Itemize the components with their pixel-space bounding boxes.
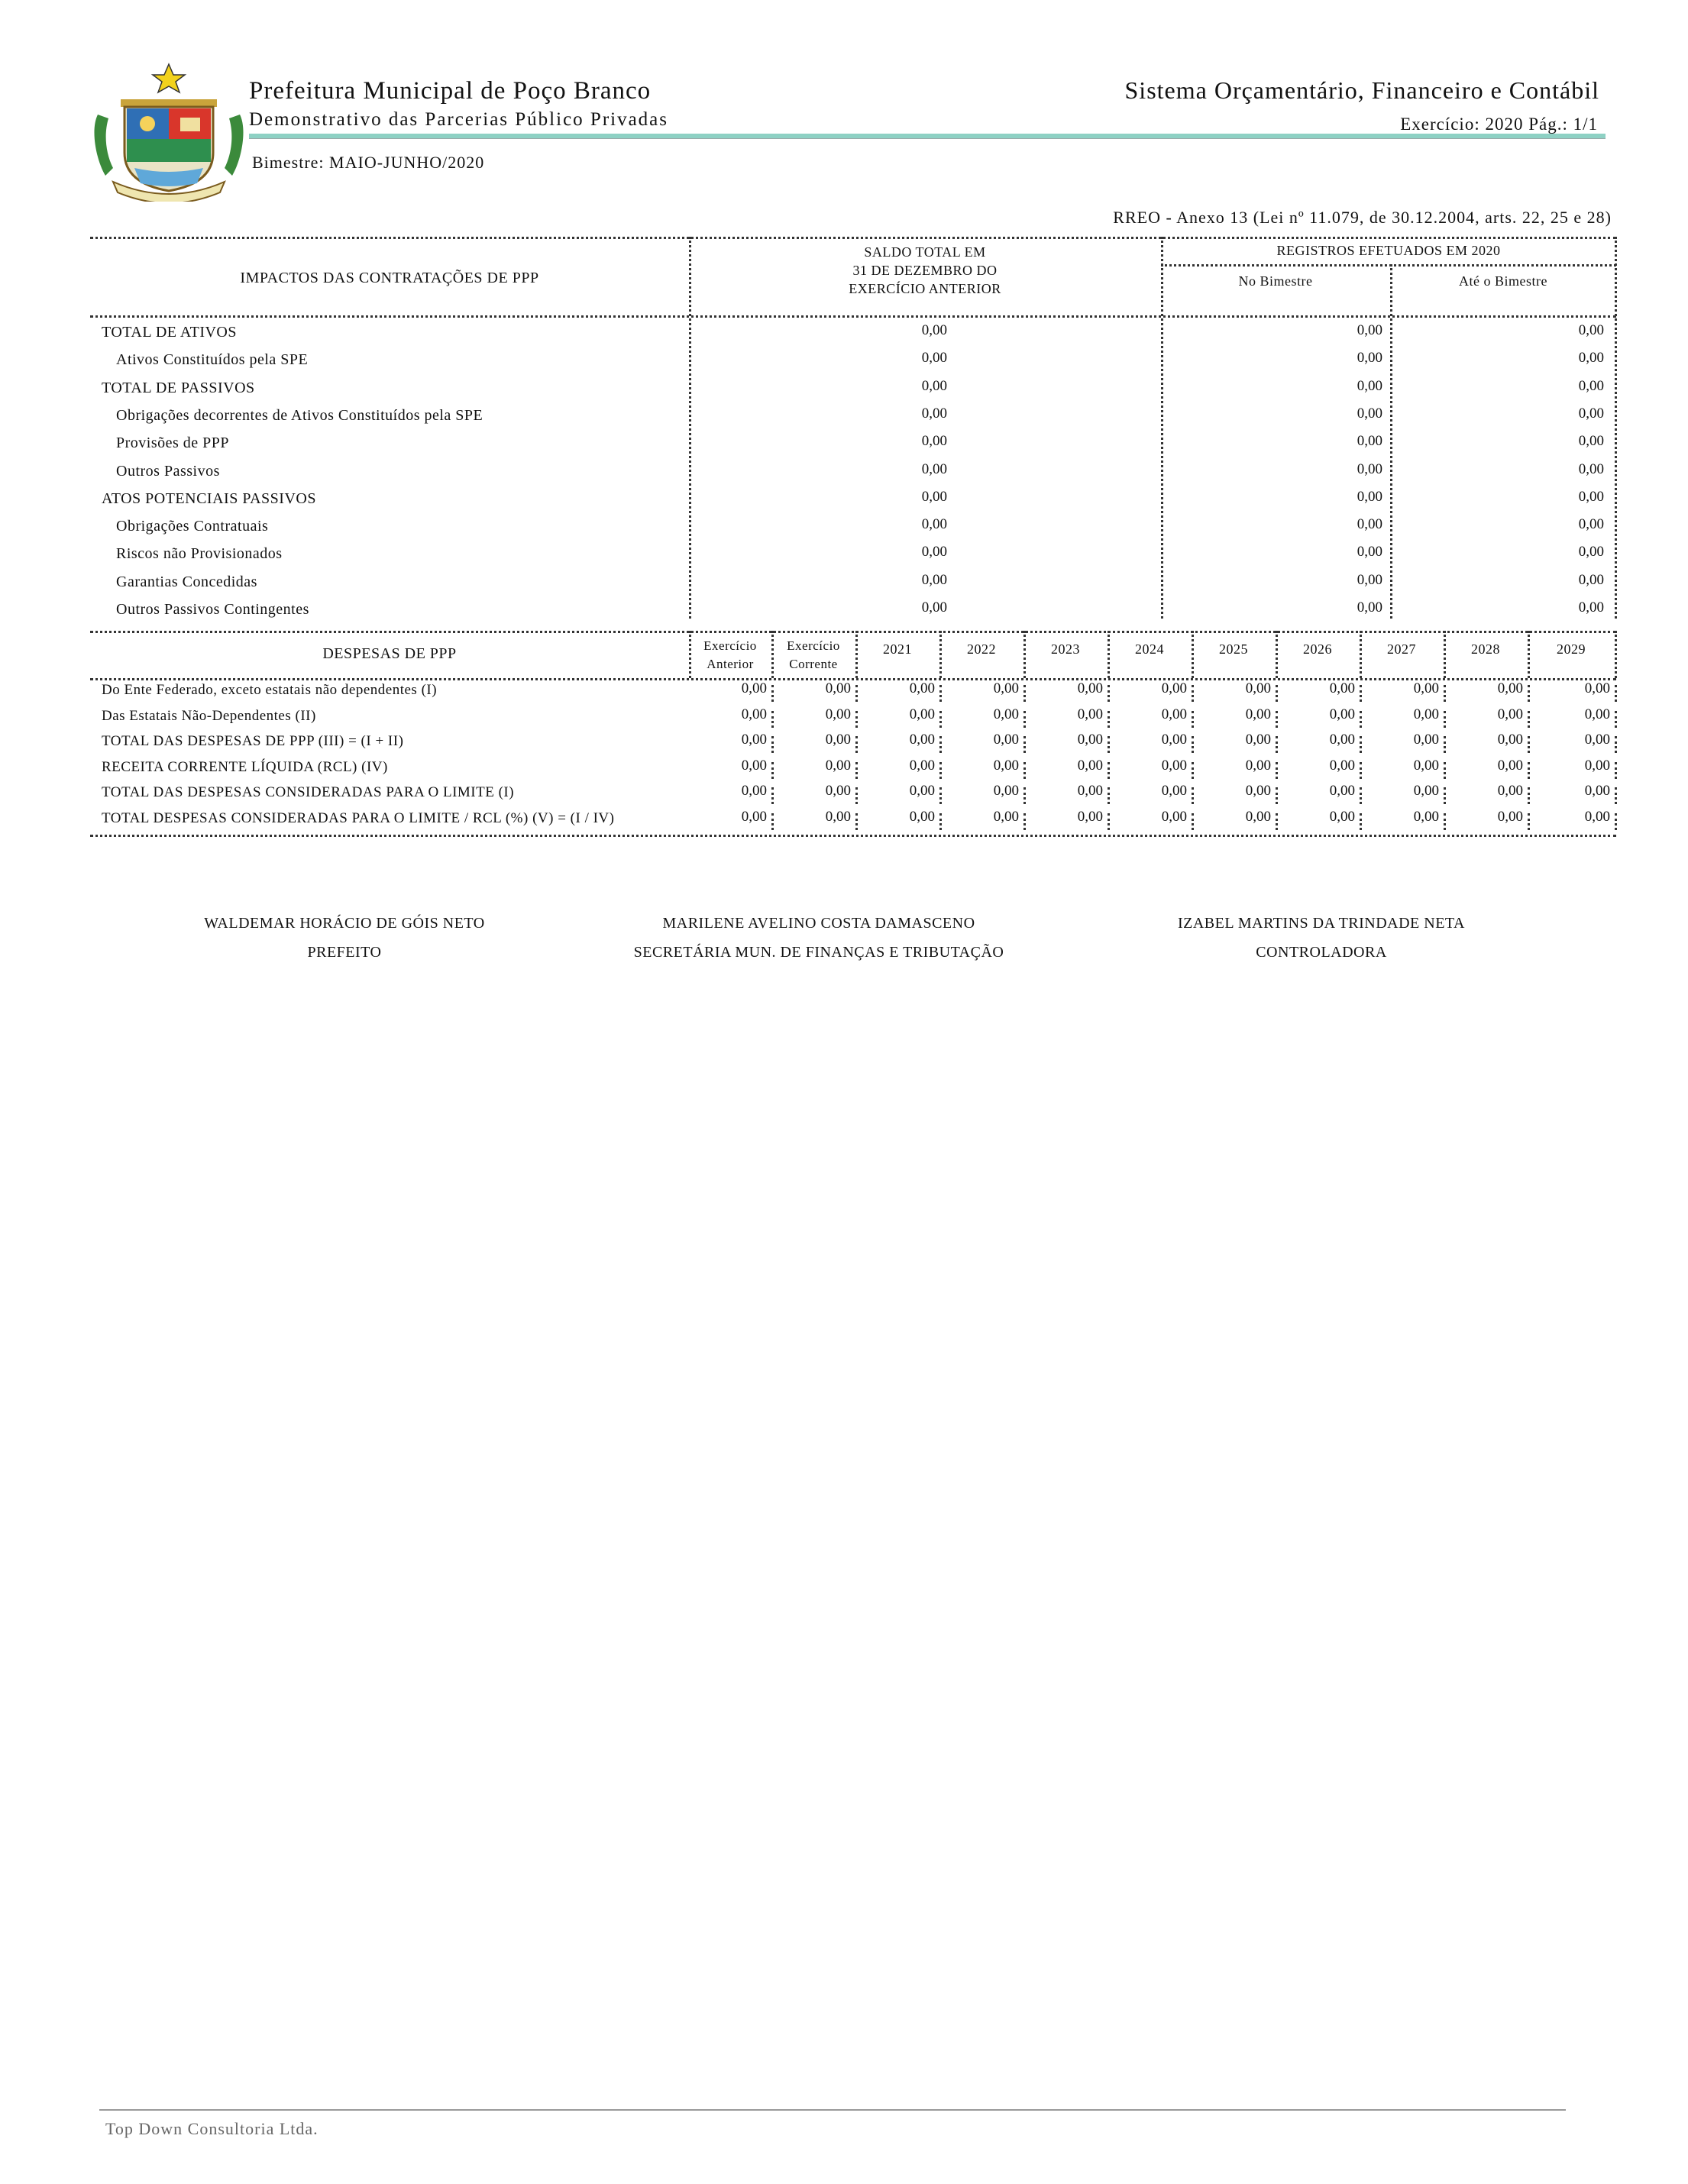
table2-value: 0,00 — [909, 732, 935, 748]
table2-value: 0,00 — [1497, 808, 1523, 825]
table2-row-label: TOTAL DAS DESPESAS CONSIDERADAS PARA O LIMITE (I) — [102, 784, 515, 800]
table2-value: 0,00 — [993, 783, 1019, 799]
table2-column-header-line: Corrente — [789, 657, 838, 671]
table2-value: 0,00 — [993, 706, 1019, 722]
table1-to-bimester-value: 0,00 — [1578, 405, 1604, 422]
table1-balance-value: 0,00 — [921, 377, 947, 394]
table1-row-label: Obrigações Contratuais — [116, 518, 269, 535]
records-column-header: REGISTROS EFETUADOS EM 2020 — [1276, 243, 1501, 258]
table2-column-header — [1023, 640, 1108, 658]
table1-header-bottom-rule — [90, 315, 1616, 318]
footer-company: Top Down Consultoria Ltda. — [105, 2119, 319, 2138]
table2-value: 0,00 — [1497, 732, 1523, 748]
table2-cell-divider — [855, 787, 858, 804]
table2-value: 0,00 — [1329, 680, 1355, 696]
report-title: Demonstrativo das Parcerias Público Privadas — [249, 109, 669, 130]
table2-cell-divider — [1360, 685, 1362, 702]
table2-value: 0,00 — [1584, 757, 1610, 774]
table2-row-label: Das Estatais Não-Dependentes (II) — [102, 707, 316, 724]
table1-bimester-value: 0,00 — [1357, 405, 1382, 422]
table2-value: 0,00 — [825, 783, 851, 799]
table2-column-header-line: 2029 — [1557, 641, 1586, 657]
table1-to-bimester-value: 0,00 — [1578, 322, 1604, 338]
table1-balance-value: 0,00 — [921, 571, 947, 588]
table2-value: 0,00 — [1497, 757, 1523, 774]
table2-value: 0,00 — [1161, 757, 1187, 774]
table2-value: 0,00 — [1413, 808, 1439, 825]
table2-cell-divider — [939, 762, 942, 779]
table2-value: 0,00 — [1584, 783, 1610, 799]
legal-annex-reference: RREO - Anexo 13 (Lei nº 11.079, de 30.12.2004, arts. 22, 25 e 28) — [1113, 208, 1612, 227]
table2-column-header — [1528, 640, 1615, 658]
table2-value: 0,00 — [1497, 783, 1523, 799]
balance-column-header — [689, 243, 1161, 298]
table2-value: 0,00 — [909, 706, 935, 722]
balance-header-line: EXERCÍCIO ANTERIOR — [849, 281, 1001, 296]
table2-value: 0,00 — [1077, 680, 1103, 696]
table2-value: 0,00 — [1077, 732, 1103, 748]
table2-cell-divider — [771, 736, 774, 753]
table2-cell-divider — [1108, 787, 1110, 804]
table2-cell-divider — [855, 813, 858, 830]
table1-row-label: ATOS POTENCIAIS PASSIVOS — [102, 489, 316, 507]
table2-cell-divider — [1192, 736, 1194, 753]
municipality-name: Prefeitura Municipal de Poço Branco — [249, 77, 652, 105]
table1-balance-value: 0,00 — [921, 405, 947, 422]
table2-cell-divider — [1108, 685, 1110, 702]
table1-subheader-rule — [1161, 264, 1616, 267]
table2-cell-divider — [1192, 762, 1194, 779]
table2-value: 0,00 — [1584, 808, 1610, 825]
table2-value: 0,00 — [909, 680, 935, 696]
table2-value: 0,00 — [741, 783, 767, 799]
table1-bimester-value: 0,00 — [1357, 460, 1382, 477]
table1-bimester-value: 0,00 — [1357, 599, 1382, 615]
table2-value: 0,00 — [1497, 706, 1523, 722]
table2-cell-divider — [1023, 711, 1026, 728]
table2-value: 0,00 — [1584, 732, 1610, 748]
table1-bimester-value: 0,00 — [1357, 350, 1382, 367]
table2-column-header — [939, 640, 1023, 658]
table2-column-header-line: 2022 — [967, 641, 996, 657]
table2-cell-divider — [1108, 762, 1110, 779]
table2-value: 0,00 — [993, 680, 1019, 696]
table2-cell-divider — [855, 762, 858, 779]
table2-value: 0,00 — [1161, 706, 1187, 722]
table2-cell-divider — [1528, 736, 1530, 753]
table2-cell-divider — [855, 685, 858, 702]
table1-row-label: Riscos não Provisionados — [116, 545, 283, 563]
table2-cell-divider — [1615, 711, 1617, 728]
table2-value: 0,00 — [909, 757, 935, 774]
table2-value: 0,00 — [909, 808, 935, 825]
table1-to-bimester-value: 0,00 — [1578, 377, 1604, 394]
table2-cell-divider — [855, 711, 858, 728]
table1-bimester-value: 0,00 — [1357, 516, 1382, 533]
table2-column-header-line: 2025 — [1219, 641, 1248, 657]
footer-rule — [99, 2109, 1566, 2111]
table1-balance-value: 0,00 — [921, 599, 947, 615]
table2-cell-divider — [1360, 711, 1362, 728]
table2-value: 0,00 — [993, 757, 1019, 774]
balance-header-line: 31 DE DEZEMBRO DO — [852, 263, 998, 278]
table2-value: 0,00 — [1413, 757, 1439, 774]
table2-value: 0,00 — [1413, 732, 1439, 748]
table2-cell-divider — [855, 736, 858, 753]
table1-balance-value: 0,00 — [921, 544, 947, 561]
table2-cell-divider — [771, 813, 774, 830]
table1-to-bimester-value: 0,00 — [1578, 571, 1604, 588]
table2-cell-divider — [771, 711, 774, 728]
table2-column-header-line: Exercício — [703, 638, 757, 653]
table2-cell-divider — [1276, 787, 1278, 804]
expenses-column-header: DESPESAS DE PPP — [322, 645, 457, 662]
table2-column-header — [1108, 640, 1192, 658]
table2-cell-divider — [1192, 813, 1194, 830]
table2-cell-divider — [1528, 762, 1530, 779]
signatory-name: MARILENE AVELINO COSTA DAMASCENO — [662, 915, 975, 932]
table2-cell-divider — [1276, 685, 1278, 702]
table2-divider — [1615, 631, 1617, 678]
table2-value: 0,00 — [909, 783, 935, 799]
table2-row-label: Do Ente Federado, exceto estatais não dependentes (I) — [102, 682, 438, 698]
table2-cell-divider — [1360, 813, 1362, 830]
table2-value: 0,00 — [741, 706, 767, 722]
table2-value: 0,00 — [1329, 732, 1355, 748]
table2-cell-divider — [771, 762, 774, 779]
bimester-column-header: No Bimestre — [1238, 273, 1313, 289]
to-bimester-column-header: Até o Bimestre — [1459, 273, 1547, 289]
table2-cell-divider — [1528, 711, 1530, 728]
table2-cell-divider — [1444, 736, 1446, 753]
exercise-page: Exercício: 2020 Pág.: 1/1 — [1400, 115, 1598, 134]
table1-row-label: Provisões de PPP — [116, 435, 230, 452]
table2-column-header — [855, 640, 939, 658]
table2-cell-divider — [1023, 762, 1026, 779]
table1-row-label: Garantias Concedidas — [116, 573, 257, 590]
table2-cell-divider — [939, 711, 942, 728]
table2-value: 0,00 — [1077, 808, 1103, 825]
table2-cell-divider — [1023, 787, 1026, 804]
table2-value: 0,00 — [825, 706, 851, 722]
table2-cell-divider — [1108, 813, 1110, 830]
table2-value: 0,00 — [993, 732, 1019, 748]
table2-column-header-line: 2028 — [1471, 641, 1500, 657]
table2-value: 0,00 — [1161, 783, 1187, 799]
table2-cell-divider — [1360, 762, 1362, 779]
table1-to-bimester-value: 0,00 — [1578, 599, 1604, 615]
table2-cell-divider — [1444, 787, 1446, 804]
table2-value: 0,00 — [1497, 680, 1523, 696]
table2-value: 0,00 — [1161, 732, 1187, 748]
table2-value: 0,00 — [825, 757, 851, 774]
table2-cell-divider — [1528, 787, 1530, 804]
table2-value: 0,00 — [1245, 680, 1271, 696]
table2-value: 0,00 — [1161, 680, 1187, 696]
table2-cell-divider — [1615, 762, 1617, 779]
header-rule — [249, 134, 1606, 139]
table1-to-bimester-value: 0,00 — [1578, 460, 1604, 477]
table2-cell-divider — [1276, 736, 1278, 753]
table2-row-label: TOTAL DAS DESPESAS DE PPP (III) = (I + II) — [102, 733, 404, 749]
table2-value: 0,00 — [1413, 680, 1439, 696]
system-name: Sistema Orçamentário, Financeiro e Contábil — [1124, 76, 1599, 104]
table1-balance-value: 0,00 — [921, 350, 947, 367]
table2-cell-divider — [1615, 787, 1617, 804]
table2-column-header — [1360, 640, 1444, 658]
table2-column-header-line: Exercício — [787, 638, 840, 653]
signatory-role: SECRETÁRIA MUN. DE FINANÇAS E TRIBUTAÇÃO — [633, 944, 1004, 961]
table1-top-rule — [90, 237, 1616, 239]
table1-balance-value: 0,00 — [921, 322, 947, 338]
table2-value: 0,00 — [1329, 757, 1355, 774]
table2-cell-divider — [1615, 685, 1617, 702]
table1-row-label: Outros Passivos Contingentes — [116, 601, 309, 618]
table2-value: 0,00 — [1329, 706, 1355, 722]
table2-row-label: TOTAL DESPESAS CONSIDERADAS PARA O LIMITE / RCL (%) (V) = (I / IV) — [102, 809, 615, 826]
signatory-name: WALDEMAR HORÁCIO DE GÓIS NETO — [204, 915, 485, 932]
table2-value: 0,00 — [825, 808, 851, 825]
table2-cell-divider — [1528, 685, 1530, 702]
table2-row-label: RECEITA CORRENTE LÍQUIDA (RCL) (IV) — [102, 758, 388, 775]
table2-column-header-line: 2026 — [1303, 641, 1332, 657]
table1-balance-value: 0,00 — [921, 460, 947, 477]
table2-column-header — [771, 637, 855, 674]
table2-value: 0,00 — [1077, 757, 1103, 774]
table1-row-label: Outros Passivos — [116, 462, 220, 480]
table2-value: 0,00 — [1245, 757, 1271, 774]
table2-column-header-line: 2027 — [1387, 641, 1416, 657]
table2-column-header — [689, 637, 771, 674]
table2-value: 0,00 — [825, 732, 851, 748]
table1-balance-value: 0,00 — [921, 516, 947, 533]
table2-cell-divider — [939, 736, 942, 753]
table1-bimester-value: 0,00 — [1357, 488, 1382, 505]
table2-cell-divider — [1360, 736, 1362, 753]
table2-value: 0,00 — [1329, 808, 1355, 825]
municipal-coat-of-arms — [90, 61, 247, 202]
report-period: Bimestre: MAIO-JUNHO/2020 — [252, 153, 485, 172]
signatory-role: CONTROLADORA — [1256, 944, 1387, 961]
table2-cell-divider — [939, 685, 942, 702]
table2-value: 0,00 — [741, 732, 767, 748]
table2-value: 0,00 — [1245, 732, 1271, 748]
table2-cell-divider — [1192, 711, 1194, 728]
table2-cell-divider — [1444, 813, 1446, 830]
table2-value: 0,00 — [1245, 808, 1271, 825]
table2-cell-divider — [1444, 762, 1446, 779]
table2-cell-divider — [1108, 736, 1110, 753]
table2-column-header — [1444, 640, 1528, 658]
table2-cell-divider — [1276, 762, 1278, 779]
table1-balance-value: 0,00 — [921, 488, 947, 505]
table2-cell-divider — [1192, 685, 1194, 702]
impacts-column-header: IMPACTOS DAS CONTRATAÇÕES DE PPP — [240, 270, 539, 286]
table2-column-header-line: 2023 — [1051, 641, 1080, 657]
table2-value: 0,00 — [1161, 808, 1187, 825]
table1-bimester-value: 0,00 — [1357, 544, 1382, 561]
table1-divider — [1161, 237, 1163, 619]
table1-row-label: Ativos Constituídos pela SPE — [116, 351, 309, 369]
table2-value: 0,00 — [1077, 706, 1103, 722]
table2-column-header — [1276, 640, 1360, 658]
table1-row-label: TOTAL DE ATIVOS — [102, 324, 238, 341]
table2-cell-divider — [1615, 813, 1617, 830]
table2-value: 0,00 — [993, 808, 1019, 825]
table2-cell-divider — [1276, 711, 1278, 728]
table1-divider — [1615, 237, 1617, 619]
signatory-role: PREFEITO — [307, 944, 382, 961]
table2-value: 0,00 — [1329, 783, 1355, 799]
table2-column-header-line: 2024 — [1135, 641, 1164, 657]
table2-value: 0,00 — [1077, 783, 1103, 799]
table1-to-bimester-value: 0,00 — [1578, 350, 1604, 367]
table2-cell-divider — [1615, 736, 1617, 753]
table2-value: 0,00 — [1584, 706, 1610, 722]
table2-cell-divider — [1192, 787, 1194, 804]
balance-header-line: SALDO TOTAL EM — [864, 244, 986, 260]
table1-bimester-value: 0,00 — [1357, 377, 1382, 394]
table2-column-header-line: Anterior — [707, 657, 754, 671]
table2-cell-divider — [939, 787, 942, 804]
table1-to-bimester-value: 0,00 — [1578, 433, 1604, 450]
table2-value: 0,00 — [825, 680, 851, 696]
table2-value: 0,00 — [741, 757, 767, 774]
signatory-name: IZABEL MARTINS DA TRINDADE NETA — [1177, 915, 1465, 932]
table1-to-bimester-value: 0,00 — [1578, 488, 1604, 505]
table1-divider — [1390, 264, 1392, 619]
table2-cell-divider — [1023, 813, 1026, 830]
table2-cell-divider — [1528, 813, 1530, 830]
table2-value: 0,00 — [741, 808, 767, 825]
table2-cell-divider — [1108, 711, 1110, 728]
table1-to-bimester-value: 0,00 — [1578, 516, 1604, 533]
table2-value: 0,00 — [741, 680, 767, 696]
table2-value: 0,00 — [1413, 783, 1439, 799]
table2-value: 0,00 — [1245, 706, 1271, 722]
table2-cell-divider — [771, 685, 774, 702]
table1-to-bimester-value: 0,00 — [1578, 544, 1604, 561]
table2-top-rule — [90, 631, 1616, 633]
table1-row-label: Obrigações decorrentes de Ativos Constituídos pela SPE — [116, 406, 483, 424]
table2-column-header — [1192, 640, 1276, 658]
table2-cell-divider — [1276, 813, 1278, 830]
table1-bimester-value: 0,00 — [1357, 571, 1382, 588]
table1-row-label: TOTAL DE PASSIVOS — [102, 379, 255, 396]
table2-cell-divider — [1444, 711, 1446, 728]
table2-cell-divider — [939, 813, 942, 830]
table2-value: 0,00 — [1413, 706, 1439, 722]
table1-balance-value: 0,00 — [921, 433, 947, 450]
table2-bottom-rule — [90, 835, 1616, 837]
table2-cell-divider — [1023, 685, 1026, 702]
table2-cell-divider — [1444, 685, 1446, 702]
table2-cell-divider — [771, 787, 774, 804]
table1-bimester-value: 0,00 — [1357, 433, 1382, 450]
table2-value: 0,00 — [1245, 783, 1271, 799]
table2-cell-divider — [1023, 736, 1026, 753]
table2-column-header-line: 2021 — [883, 641, 912, 657]
table2-value: 0,00 — [1584, 680, 1610, 696]
table1-bimester-value: 0,00 — [1357, 322, 1382, 338]
table2-cell-divider — [1360, 787, 1362, 804]
